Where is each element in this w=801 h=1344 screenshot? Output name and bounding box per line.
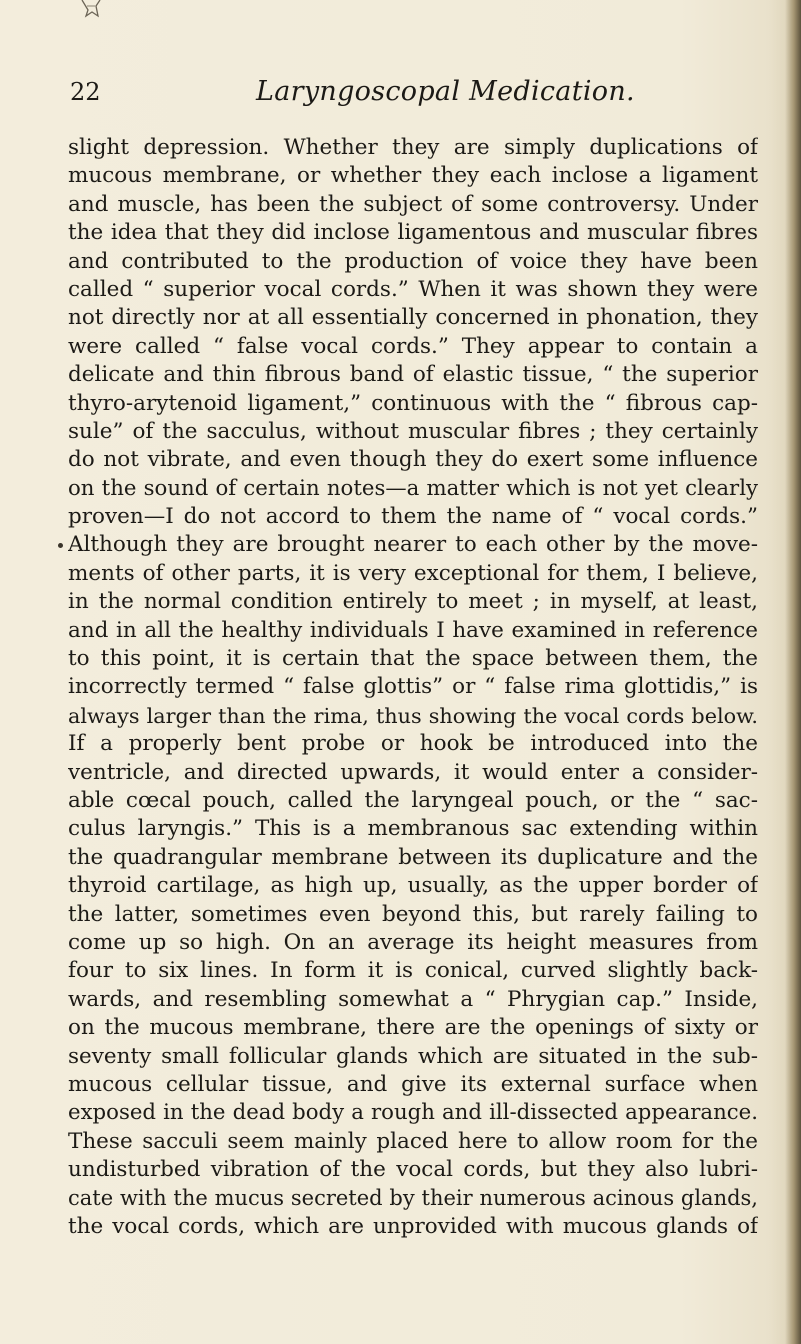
text-line: the idea that they did inclose ligamentous and muscular fibres	[68, 220, 758, 246]
running-title: Laryngoscopal Medication.	[256, 76, 635, 107]
text-line: wards, and resembling somewhat a “ Phrygian cap.” Inside,	[68, 986, 758, 1012]
text-line: exposed in the dead body a rough and ill-dissected appearance.	[68, 1100, 758, 1126]
text-line: ments of other parts, it is very exceptional for them, I believe,	[68, 560, 758, 586]
text-line: incorrectly termed “ false glottis” or “ false rima glottidis,” is	[68, 674, 758, 700]
text-line: and in all the healthy individuals I have examined in reference	[68, 617, 758, 643]
text-line: sule” of the sacculus, without muscular fibres ; they certainly	[68, 418, 758, 444]
text-line: These sacculi seem mainly placed here to allow room for the	[68, 1128, 758, 1154]
text-line: cate with the mucus secreted by their numerous acinous glands,	[68, 1186, 758, 1211]
text-line: proven—I do not accord to them the name of “ vocal cords.”	[68, 504, 758, 530]
page-edge-shadow	[785, 0, 801, 1344]
library-stamp-fragment	[78, 0, 104, 18]
text-line: mucous membrane, or whether they each inclose a ligament	[68, 163, 758, 189]
text-line: mucous cellular tissue, and give its external surface when	[68, 1071, 758, 1097]
text-line: on the sound of certain notes—a matter which is not yet clearly	[68, 475, 758, 501]
text-line: come up so high. On an average its height measures from	[68, 929, 758, 955]
text-line: called “ superior vocal cords.” When it was shown they were	[68, 276, 758, 302]
text-line: If a properly bent probe or hook be introduced into the	[68, 731, 758, 757]
body-text	[68, 134, 758, 1241]
text-line: undisturbed vibration of the vocal cords, but they also lubri-	[68, 1157, 758, 1183]
margin-dot	[58, 543, 63, 548]
text-line: Although they are brought nearer to each other by the move-	[68, 532, 758, 558]
text-line: in the normal condition entirely to meet ; in myself, at least,	[68, 589, 758, 615]
text-line: delicate and thin fibrous band of elastic tissue, “ the superior	[68, 362, 758, 388]
text-line: able cœcal pouch, called the laryngeal pouch, or the “ sac-	[68, 787, 758, 813]
text-line: slight depression. Whether they are simply duplications of	[68, 135, 758, 160]
text-line: always larger than the rima, thus showing the vocal cords below.	[68, 703, 758, 728]
text-line: do not vibrate, and even though they do exert some influence	[68, 447, 758, 473]
text-line: and muscle, has been the subject of some controversy. Under	[68, 191, 758, 217]
text-line: and contributed to the production of voice they have been	[68, 248, 758, 274]
text-line: to this point, it is certain that the space between them, the	[68, 646, 758, 672]
running-head	[70, 76, 750, 116]
text-line: the latter, sometimes even beyond this, but rarely failing to	[68, 901, 758, 927]
text-line: seventy small follicular glands which are situated in the sub-	[68, 1043, 758, 1069]
text-line: thyro-arytenoid ligament,” continuous with the “ fibrous cap-	[68, 390, 758, 416]
text-line: thyroid cartilage, as high up, usually, as the upper border of	[68, 873, 758, 899]
text-line: four to six lines. In form it is conical, curved slightly back-	[68, 958, 758, 984]
text-line: on the mucous membrane, there are the openings of sixty or	[68, 1015, 758, 1041]
text-line: ventricle, and directed upwards, it would enter a consider-	[68, 759, 758, 785]
text-line: not directly nor at all essentially concerned in phonation, they	[68, 305, 758, 331]
text-line: the vocal cords, which are unprovided with mucous glands of	[68, 1213, 758, 1239]
text-line: were called “ false vocal cords.” They appear to contain a	[68, 333, 758, 359]
text-line: the quadrangular membrane between its duplicature and the	[68, 844, 758, 870]
page-number: 22	[70, 78, 101, 106]
text-line: culus laryngis.” This is a membranous sac extending within	[68, 816, 758, 842]
